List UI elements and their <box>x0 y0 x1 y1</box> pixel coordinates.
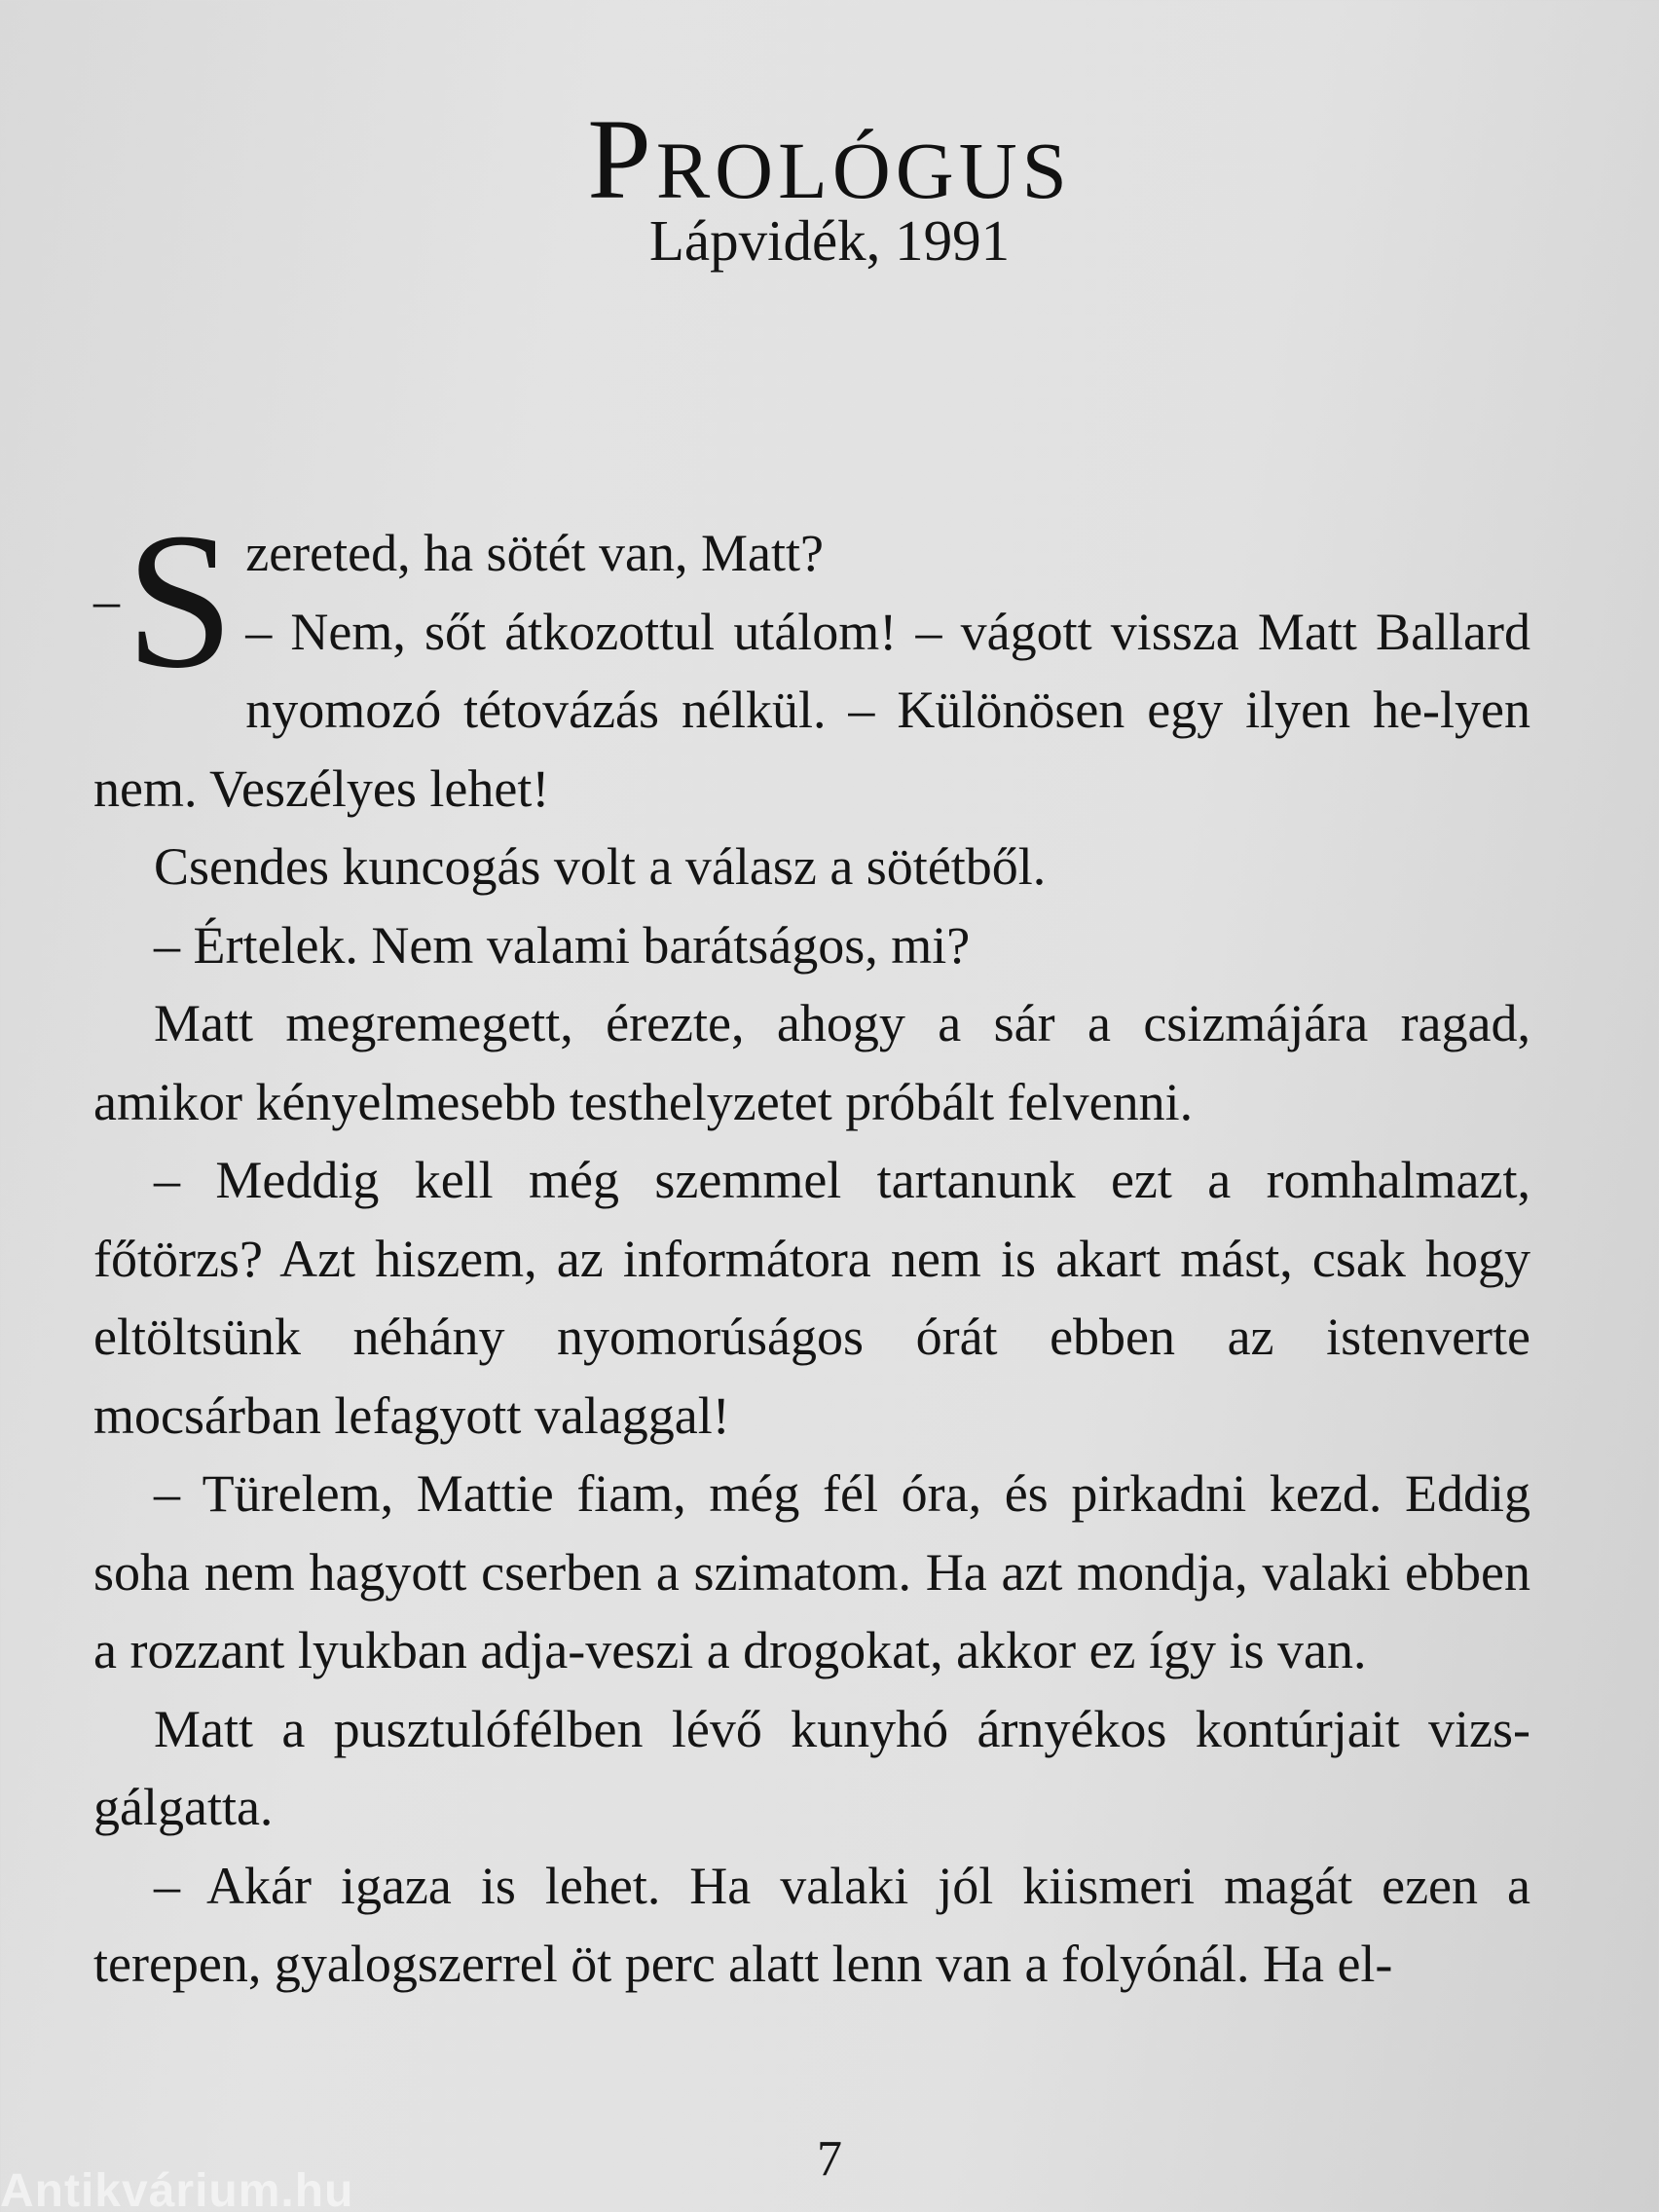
paragraph-7: – Türelem, Mattie fiam, még fél óra, és pirkadni kezd. Eddig soha nem hagyott cserben a szimatom. Ha azt mondja, valaki ebben a rozzant lyukban adja-veszi a drogokat, akkor ez így is van. <box>93 1464 1530 1679</box>
watermark: Antikvárium.hu <box>0 2165 354 2212</box>
drop-cap-dash: – <box>93 571 120 630</box>
paragraph-6: – Meddig kell még szemmel tartanunk ezt a romhalmazt, főtörzs? Azt hiszem, az informátora nem is akart mást, csak hogy eltöltsünk néhány nyomorúságos órát ebben az istenverte mocsárban lefagyott valaggal! <box>93 1151 1530 1445</box>
body-text <box>93 494 1530 2004</box>
chapter-title: Prológus <box>587 95 1072 224</box>
paragraph-5: Matt megremegett, érezte, ahogy a sár a csizmájára ragad, amikor kényelmesebb testhelyzetet próbált felvenni. <box>93 994 1530 1131</box>
drop-cap <box>93 494 235 709</box>
paragraph-4: – Értelek. Nem valami barátságos, mi? <box>154 915 971 975</box>
paragraph-1 <box>93 494 1530 709</box>
paragraph-8: Matt a pusztulófélben lévő kunyhó árnyékos kontúrjait vizs-gálgatta. <box>93 1699 1530 1836</box>
paragraph-3: Csendes kuncogás volt a válasz a sötétből. <box>154 837 1047 896</box>
place-date-subtitle: Lápvidék, 1991 <box>648 208 1011 273</box>
paragraph-1-text: zereted, ha sötét van, Matt? <box>245 524 824 582</box>
page-number: 7 <box>817 2131 842 2187</box>
paragraph-9: – Akár igaza is lehet. Ha valaki jól kiismeri magát ezen a terepen, gyalogszerrel öt perc alatt lenn van a folyónál. Ha el- <box>93 1856 1530 1993</box>
paragraph-2: – Nem, sőt átkozottul utálom! – vágott vissza Matt Ballard nyomozó tétovázás nélkül. – Különösen egy ilyen he-lyen nem. Veszélyes lehet! <box>93 602 1530 818</box>
drop-cap-letter: S <box>126 494 235 709</box>
